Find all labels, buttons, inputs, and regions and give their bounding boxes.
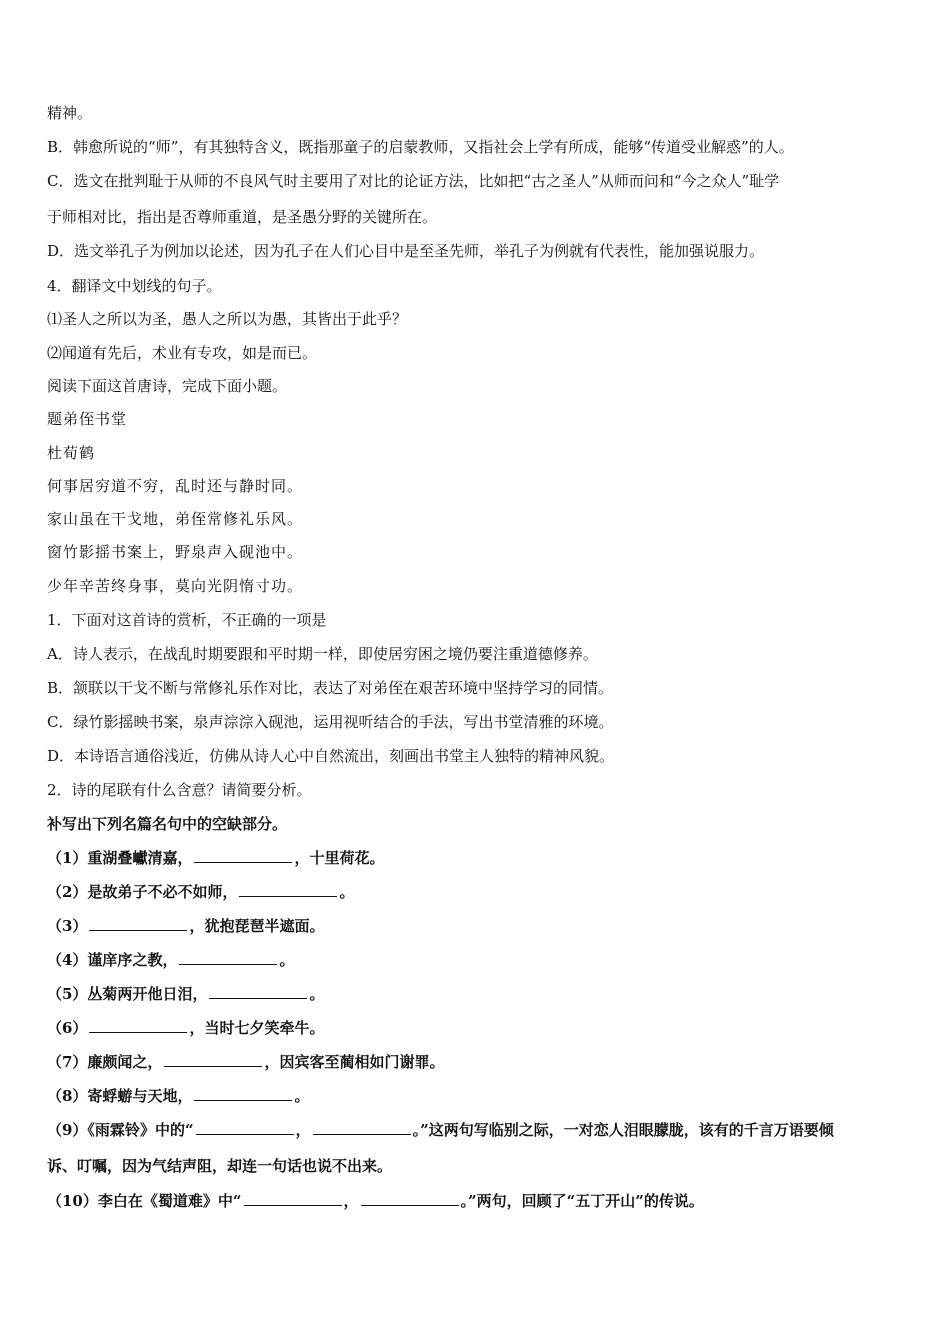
fill-item-text: （7）廉颇闻之，: [47, 1053, 163, 1071]
poem-line: 家山虽在干戈地，弟侄常修礼乐风。: [47, 510, 304, 528]
poem-q1-option-a: A．诗人表示，在战乱时期要跟和平时期一样，即使居穷困之境仍要注重道德修养。: [47, 645, 598, 663]
fill-item-text: 。: [309, 985, 325, 1003]
answer-blank[interactable]: [164, 1052, 262, 1067]
answer-blank[interactable]: [209, 984, 307, 999]
fill-item-text: （10）李白在《蜀道难》中“: [47, 1192, 242, 1210]
fill-item-text: 。”这两句写临别之际，一对恋人泪眼朦胧，该有的千言万语要倾: [412, 1121, 834, 1139]
fill-item-10: [47, 1191, 704, 1211]
fill-item: [47, 950, 294, 970]
poem-q2: 2．诗的尾联有什么含意？请简要分析。: [47, 781, 312, 799]
fill-item-text: （6）: [47, 1019, 88, 1037]
fill-item-text: 。: [279, 951, 295, 969]
fill-item-text: ，当时七夕笑牵牛。: [189, 1019, 325, 1037]
q3-option-c-line1: C．选文在批判耻于从师的不良风气时主要用了对比的论证方法，比如把“古之圣人”从师而问和“今之众人”耻学: [47, 172, 780, 190]
poem-line: 少年辛苦终身事，莫向光阴惰寸功。: [47, 577, 304, 595]
answer-blank[interactable]: [313, 1120, 411, 1135]
fill-item-text: 。: [339, 883, 355, 901]
q3-option-c-line2: 于师相对比，指出是否尊师重道，是圣愚分野的关键所在。: [47, 208, 438, 226]
fill-item: [47, 984, 324, 1004]
answer-blank[interactable]: [239, 882, 337, 897]
q3-option-b: B．韩愈所说的“师”，有其独特含义，既指那童子的启蒙教师，又指社会上学有所成，能够“传道受业解惑”的人。: [47, 138, 794, 156]
fill-item: [47, 882, 354, 902]
poem-title: 题弟侄书堂: [47, 410, 128, 428]
fill-heading: 补写出下列名篇名句中的空缺部分。: [47, 815, 288, 833]
fill-item-9: [47, 1120, 834, 1140]
poem-q1: 1．下面对这首诗的赏析，不正确的一项是: [47, 611, 327, 629]
poem-q1-option-d: D．本诗语言通俗浅近，仿佛从诗人心中自然流出，刻画出书堂主人独特的精神风貌。: [47, 747, 615, 765]
poem-line: 何事居穷道不穷，乱时还与静时同。: [47, 477, 304, 495]
answer-blank[interactable]: [196, 1120, 294, 1135]
fill-item-text: 。: [294, 1087, 310, 1105]
fill-item: [47, 848, 384, 868]
poem-author: 杜荀鹤: [47, 444, 96, 462]
poem-line: 窗竹影摇书案上，野泉声入砚池中。: [47, 543, 304, 561]
answer-blank[interactable]: [89, 1018, 187, 1033]
answer-blank[interactable]: [244, 1191, 342, 1206]
q3-continuation: 精神。: [47, 104, 93, 122]
fill-item: [47, 1052, 444, 1072]
fill-item-9-line2: 诉、叮嘱，因为气结声阻，却连一句话也说不出来。: [47, 1157, 393, 1175]
fill-item: [47, 1086, 309, 1106]
fill-item: [47, 916, 324, 936]
answer-blank[interactable]: [194, 1086, 292, 1101]
answer-blank[interactable]: [89, 916, 187, 931]
fill-item-text: ，: [295, 1121, 311, 1139]
q4-prompt: 4．翻译文中划线的句子。: [47, 277, 222, 295]
answer-blank[interactable]: [179, 950, 277, 965]
fill-item-text: 。”两句，回顾了“五丁开山”的传说。: [460, 1192, 704, 1210]
fill-item-text: （8）寄蜉蝣与天地，: [47, 1087, 193, 1105]
fill-item-text: （1）重湖叠巘清嘉，: [47, 849, 193, 867]
q3-option-d: D．选文举孔子为例加以论述，因为孔子在人们心目中是至圣先师，举孔子为例就有代表性，能加强说服力。: [47, 242, 765, 260]
fill-item-text: （4）谨庠序之教，: [47, 951, 178, 969]
q4-item-2: ⑵闻道有先后，术业有专攻，如是而已。: [47, 344, 318, 362]
fill-item-text: （3）: [47, 917, 88, 935]
fill-item-text: （9）《雨霖铃》中的“: [47, 1121, 194, 1139]
answer-blank[interactable]: [194, 848, 292, 863]
answer-blank[interactable]: [361, 1191, 459, 1206]
fill-item-text: ，因宾客至蔺相如门谢罪。: [264, 1053, 445, 1071]
poem-intro: 阅读下面这首唐诗，完成下面小题。: [47, 377, 288, 395]
fill-item-text: （5）丛菊两开他日泪，: [47, 985, 208, 1003]
fill-item-text: ，: [343, 1192, 359, 1210]
poem-q1-option-c: C．绿竹影摇映书案，泉声淙淙入砚池，运用视听结合的手法，写出书堂清雅的环境。: [47, 713, 614, 731]
fill-item: [47, 1018, 324, 1038]
fill-item-text: ，犹抱琵琶半遮面。: [189, 917, 325, 935]
q4-item-1: ⑴圣人之所以为圣，愚人之所以为愚，其皆出于此乎？: [47, 310, 408, 328]
poem-q1-option-b: B．颔联以干戈不断与常修礼乐作对比，表达了对弟侄在艰苦环境中坚持学习的同情。: [47, 679, 614, 697]
fill-item-text: ，十里荷花。: [294, 849, 385, 867]
fill-item-text: （2）是故弟子不必不如师，: [47, 883, 238, 901]
